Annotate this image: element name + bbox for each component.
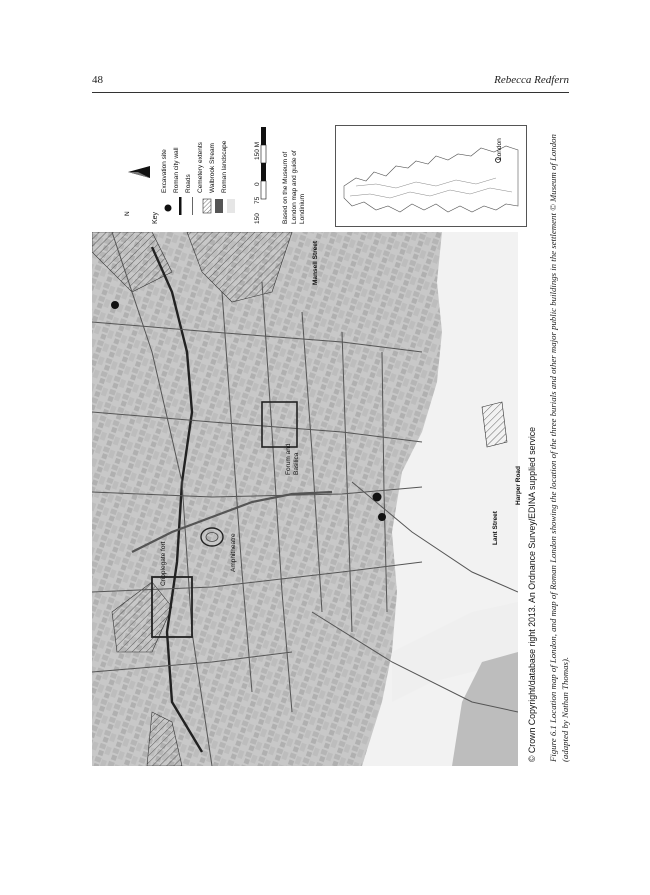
map-credit: © Crown Copyright/database right 2013. An Ordnance Survey/EDINA supplied service: [527, 426, 537, 762]
key-label-cemetery: Cemetery extents: [197, 142, 204, 193]
key-wall-icon: [179, 197, 182, 215]
scale-tick-150m: 150 M: [254, 141, 261, 160]
key-label-landscape: Roman landscape: [221, 140, 228, 193]
label-lant-street: Lant Street: [492, 511, 499, 545]
label-harper-road: Harper Road: [515, 465, 522, 505]
north-arrow-icon: [128, 166, 150, 178]
key-light-fill-icon: [227, 199, 235, 213]
key-dot-icon: [165, 205, 172, 212]
scale-note: Based on the Museum of London map and guide of Londinium: [282, 150, 306, 224]
key-label-walbrook: Walbrook Stream: [209, 143, 216, 193]
label-forum-basilica: Forum and Basilica: [285, 443, 300, 475]
page-number: 48: [92, 74, 103, 86]
excavation-site-harper-road: [378, 513, 386, 521]
map-key-panel: [126, 124, 330, 224]
key-road-icon: [192, 197, 193, 215]
key-dark-fill-icon: [215, 199, 223, 213]
excavation-site-mansell-street: [111, 301, 119, 309]
label-mansell-street: Mansell Street: [312, 240, 319, 285]
north-label: N: [124, 211, 131, 216]
roman-london-map: [92, 232, 518, 766]
figure-caption-line2: (adapted by Nathan Thomas).: [560, 656, 570, 762]
key-label-roads: Roads: [185, 174, 192, 193]
label-cripplegate-fort: Cripplegate fort: [160, 541, 167, 586]
scale-bar: [261, 127, 266, 199]
inset-london-label: London: [496, 138, 503, 160]
scale-tick-75: 75: [254, 196, 261, 204]
inset-london-marker-icon: [496, 158, 501, 163]
key-hatched-icon: [203, 199, 211, 213]
label-amphitheatre: Amphitheatre: [230, 533, 237, 572]
page-header: [92, 70, 569, 93]
key-label-excavation-site: Excavation site: [161, 149, 168, 193]
excavation-site-lant-street: [373, 493, 382, 502]
running-head: Rebecca Redfern: [494, 74, 569, 86]
inset-map-graphics: [336, 126, 526, 226]
inset-locator-map: [335, 125, 527, 227]
scale-tick-150: 150: [254, 213, 261, 224]
map-graphics: [92, 232, 518, 766]
scale-tick-0: 0: [254, 182, 261, 186]
key-title: Key: [152, 211, 159, 224]
key-graphics: [126, 124, 330, 224]
key-label-city-wall: Roman city wall: [173, 147, 180, 193]
figure-caption-line1: Figure 6.1 Location map of London, and map of Roman London showing the location of the three burials and other major public buildings in the settlement © Museum of London: [548, 134, 558, 762]
